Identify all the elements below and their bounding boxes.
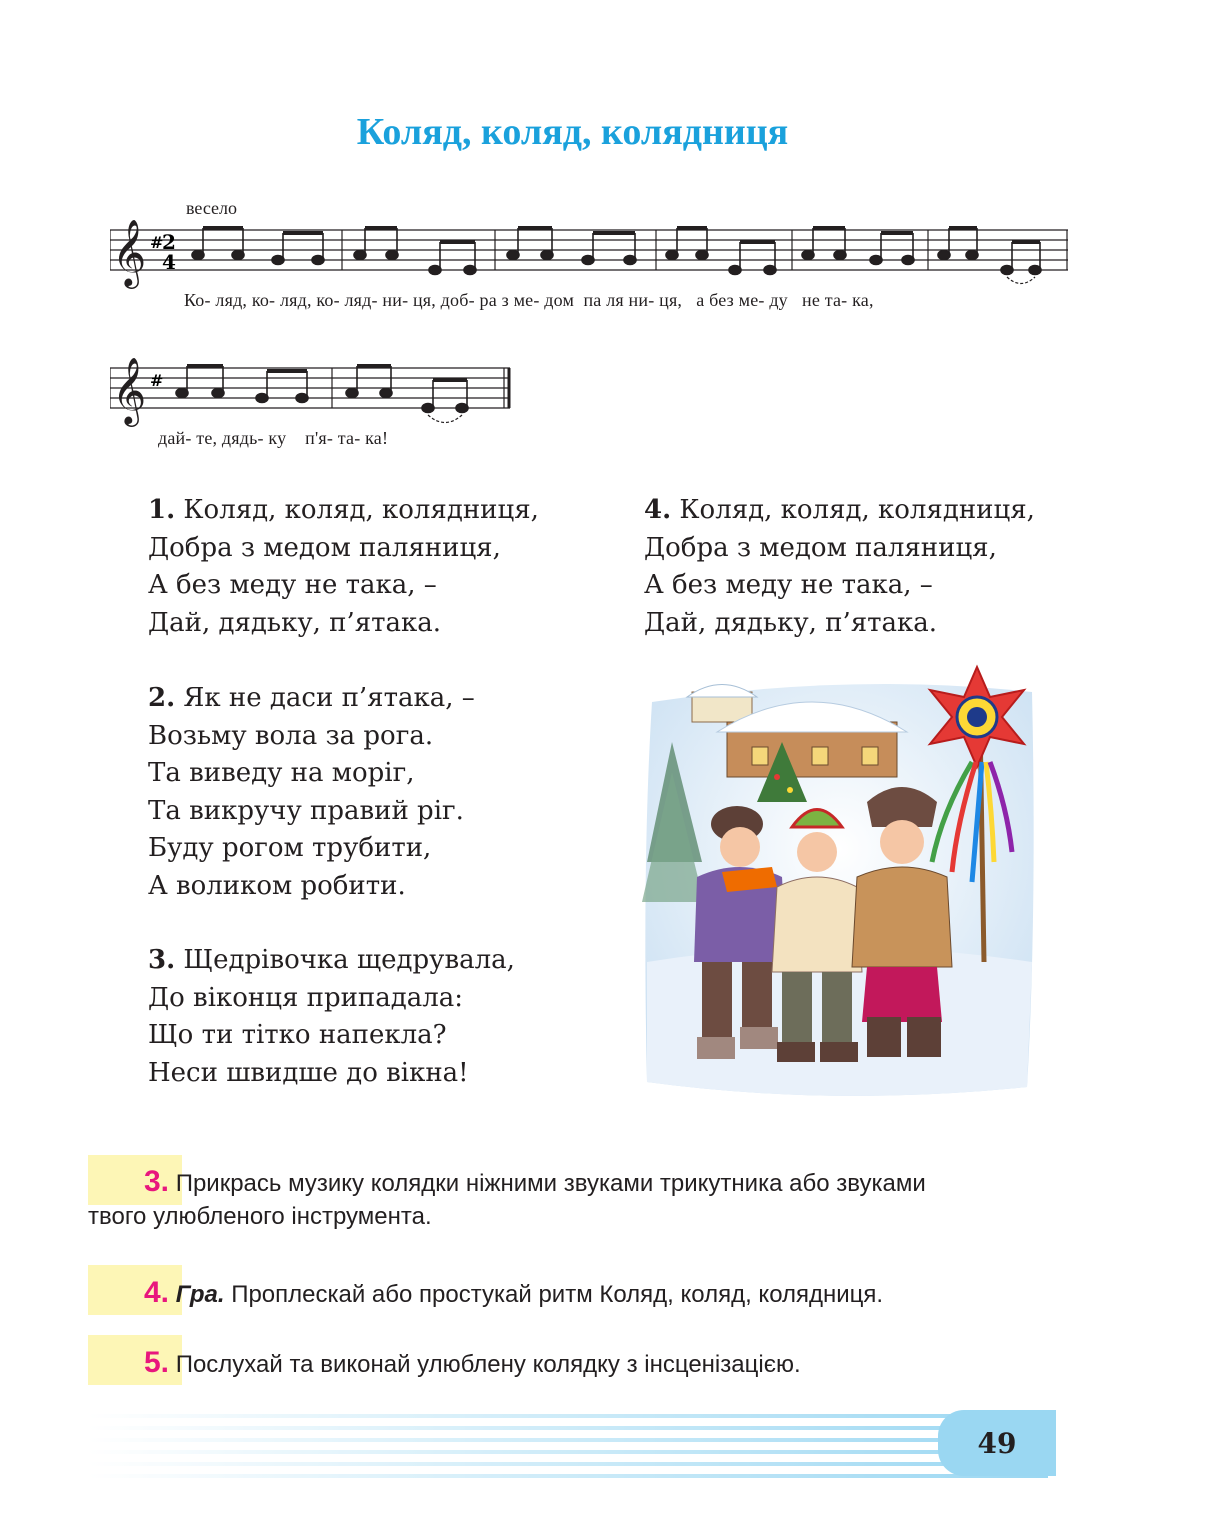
svg-text:𝄞: 𝄞 (112, 358, 147, 424)
tempo-marking: весело (186, 198, 238, 218)
verse-line: Та виведу на моріг, (148, 758, 415, 788)
task-4 (88, 1276, 1058, 1311)
task-5 (88, 1346, 1058, 1381)
verse-line: Коляд, коляд, колядниця, (679, 495, 1035, 525)
music-staff-2 (110, 358, 530, 438)
verse-line: А без меду не така, – (148, 570, 437, 600)
footer-decoration (88, 1412, 1048, 1478)
task-text: Послухай та виконай улюблену колядку з інсценізацією. (175, 1351, 801, 1378)
verse-1 (148, 492, 539, 642)
verse-line: Добра з медом паляниця, (148, 532, 501, 563)
verse-line: Та викручу правий ріг. (148, 795, 464, 826)
verse-line: Неси швидше до вікна! (148, 1057, 469, 1088)
lyrics-line-1: Ко- ляд, ко- ляд, ко- ляд- ни- ця, доб- ра з ме- дом па ля ни- ця, а без ме- ду не та- ка, (184, 290, 874, 310)
verse-line: Буду рогом трубити, (148, 833, 432, 863)
task-3 (88, 1165, 1058, 1233)
verse-line: Коляд, коляд, колядниця, (183, 495, 539, 525)
verse-line: Дай, дядьку, п’ятака. (644, 607, 938, 638)
svg-text:2: 2 (162, 230, 176, 254)
task-emphasis: Гра. (175, 1281, 225, 1308)
task-text-continued: твого улюбленого інструмента. (88, 1203, 432, 1230)
verse-line: Що ти тітко напекла? (148, 1020, 447, 1050)
svg-text:𝄞: 𝄞 (112, 220, 147, 286)
carolers-illustration (632, 662, 1042, 1102)
verse-line: До віконця припадала: (148, 982, 464, 1013)
song-title: Коляд, коляд, колядниця (356, 111, 789, 153)
verse-number: 4. (644, 495, 672, 525)
svg-text:#: # (150, 233, 164, 252)
verse-line: Як не даси п’ятака, – (183, 683, 475, 713)
verse-line: Добра з медом паляниця, (644, 532, 997, 563)
music-staff-1 (110, 220, 1070, 290)
task-number: 3. (144, 1165, 170, 1198)
verse-line: А без меду не така, – (644, 570, 933, 600)
svg-text:#: # (150, 371, 164, 390)
verse-3 (148, 942, 515, 1092)
task-text: Проплескай або простукай ритм Коляд, коляд, колядниця. (231, 1281, 884, 1308)
verse-2 (148, 680, 475, 905)
task-number: 5. (144, 1346, 170, 1379)
verse-number: 2. (148, 683, 176, 713)
verse-line: Возьму вола за рога. (148, 720, 434, 751)
verse-line: Щедрівочка щедрувала, (183, 945, 515, 975)
page-number: 49 (938, 1410, 1056, 1476)
verse-number: 1. (148, 495, 176, 525)
verse-4 (644, 492, 1035, 642)
verse-number: 3. (148, 945, 176, 975)
task-number: 4. (144, 1276, 170, 1309)
lyrics-line-2: дай- те, дядь- ку п'я- та- ка! (158, 428, 389, 448)
task-text: Прикрась музику колядки ніжними звуками трикутника або звуками (175, 1170, 926, 1197)
verse-line: Дай, дядьку, п’ятака. (148, 607, 442, 638)
svg-text:4: 4 (162, 250, 176, 274)
verse-line: А воликом робити. (148, 870, 406, 901)
